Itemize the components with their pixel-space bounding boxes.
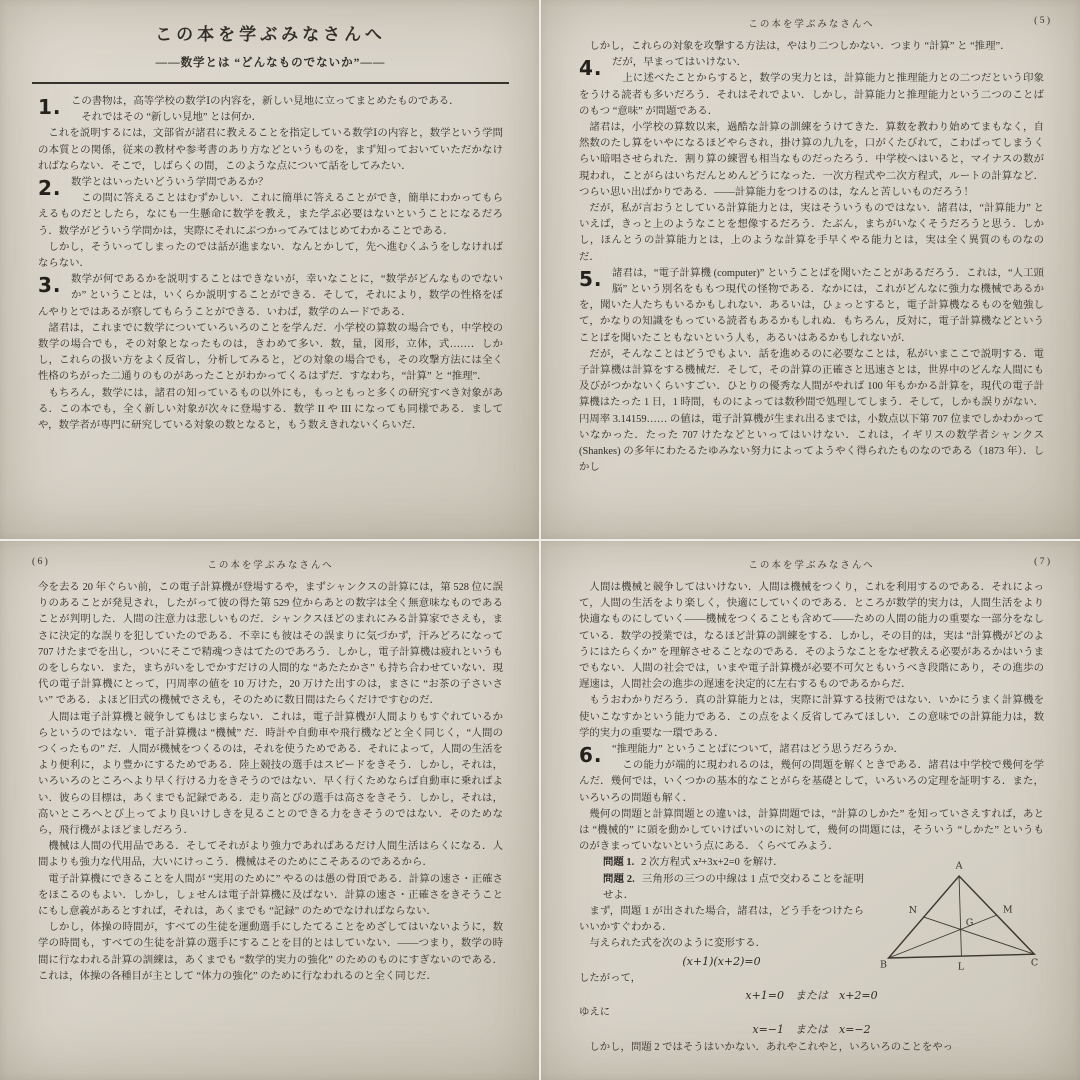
paragraph: 今を去る 20 年ぐらい前，この電子計算機が登場するや，まずシャンクスの計算には，第 528 位に誤りのあることが発見され，したがって彼の得た第 529 位からあとの数字は全く無意味なものであることが判明した．人間の注意力は悲しいものだ．シャンクスほどのまれにみる計算家でさえも，まさに決定的な誤りを犯していたのである．不幸にも彼はその誤まりに気づかず，汗みどろになって 707 けたまでを出し，ついにそこで精魂つきはてたのであろう．しかし，電子計算機は疲れというものをしらない．また，まちがいをしでかすだけの人間的な “あたたかさ” も持ち合わせていない．現代の電子計算機にとって，円周率の値を 10 万けた，20 万けた出すのは，まさに “お茶の子さいさい” である．よほど旧式の機械でさえも，そのために数日間はたらくだけですむのだ． bbox=[38, 582, 503, 707]
paragraph: しかし，問題 2 ではそうはいかない．あれやこれやと，いろいろのことをやっ bbox=[589, 1041, 954, 1053]
section bbox=[38, 175, 503, 240]
paragraph: 上に述べたことからすると，数学の実力とは，計算能力と推理能力との二つだという印象をうける読者も多いだろう．それはそれでよい．しかし，計算能力と推理能力という二つのことばのもつ “意味” が問題である． bbox=[579, 73, 1044, 117]
page-body bbox=[38, 94, 503, 434]
paragraph: それではその “新しい見地” とは何か． bbox=[81, 112, 263, 124]
equation: (x+1)(x+2)=0 bbox=[682, 954, 761, 968]
section-lead: 諸君は，“電子計算機 (computer)” ということばを聞いたことがあるだろう．これは，“人工頭脳” という別名をももつ現代の怪物である．なかには，これがどんなに強力な機械であるかを，聞いた人たちもいるかもしれない．あるいは，ひょっとすると，電子計算機なるものを勉強して，かなりの知識をもっている読者もあるかもしれぬ．もちろん，反対に，電子計算機などということばを聞いたこともないという人も，あるいはあるかもしれないが． bbox=[579, 267, 1044, 344]
median-BM bbox=[889, 916, 997, 959]
section-lead: この書物は，高等学校の数学Ⅰの内容を，新しい見地に立ってまとめたものである． bbox=[71, 96, 460, 107]
running-header bbox=[579, 557, 1050, 571]
running-header-title: この本を学ぶみなさんへ bbox=[748, 561, 875, 571]
vertex-label-A: A bbox=[955, 860, 963, 872]
page-inner bbox=[0, 0, 539, 539]
section bbox=[38, 272, 503, 321]
page-chapter-opening bbox=[0, 0, 539, 539]
section-number: 4. bbox=[579, 56, 603, 81]
vertex-label-C: C bbox=[1030, 958, 1039, 970]
paragraph: 機械は人間の代用品である．そしてそれがより強力であればあるだけ人間生活はらくになる．人間よりも強力な代用品，大いにけっこう．機械はそのためにこそあるのであるから． bbox=[38, 841, 503, 869]
vertex-label-B: B bbox=[879, 960, 887, 972]
vertex-label-M: M bbox=[1002, 904, 1013, 916]
page-inner bbox=[541, 0, 1080, 539]
running-header bbox=[32, 557, 503, 571]
median-AL bbox=[959, 877, 961, 957]
paragraph: 与えられた式を次のように変形する． bbox=[589, 938, 767, 950]
paragraph: したがって， bbox=[579, 972, 642, 984]
problem-label: 問題 2. bbox=[603, 873, 635, 885]
paragraph: もちろん，数学には，諸君の知っているもの以外にも，もっともっと多くの研究すべき対象がある．この本でも，全く新しい対象が次々に登場する．数学 II や III になっても同様である．ましてや，数学者が専門に研究している対象の数となると，もう数えきれないくらいだ． bbox=[38, 387, 503, 432]
paragraph: この能力が端的に現われるのは，幾何の問題を解くときである．諸君は中学校で幾何を学んだ．幾何では，いくつかの基本的なことがらを基礎として，いろいろの定理を証明する．また，いろいろの問題も解く． bbox=[579, 760, 1044, 804]
paragraph: これを説明するには，文部省が諸君に教えることを指定している数学Ⅰの内容と，数学という学問の本質との関係，従来の教材や参考書のあり方などというものを，まず知っておいていただかなければならない．そこで，しばらくの間，このような点について話をしてみたい． bbox=[38, 128, 503, 172]
triangle-medians-svg bbox=[876, 857, 1044, 979]
section-number: 2. bbox=[38, 176, 62, 201]
section-lead: 数学とはいったいどういう学問であるか？ bbox=[71, 177, 269, 189]
paragraph: 諸君は，小学校の算数以来，過酷な計算の訓練をうけてきた．算数を教わり始めてまもなく，自然数のたし算をいやになるほどやらされ，掛け算の九九を，口がくたびれて，こわばってしまうくらい暗唱させられた．割り算の練習も相当なものだったろう．中学校へはいると，マイナスの数が現われ，ことがらはいちだんとめんどうになった．一次方程式や二次方程式，ルートの計算など．つらい思い出ばかりである．——計算能力をつけるのは，なんと苦しいものだろう！ bbox=[579, 122, 1044, 198]
vertex-label-N: N bbox=[908, 905, 918, 917]
page-5 bbox=[541, 0, 1080, 539]
section-lead: だが，早まってはいけない． bbox=[612, 57, 748, 69]
paragraph: 人間は機械と競争してはいけない．人間は機械をつくり，これを利用するのである．それによって，人間の生活をより楽しく，快適にしていくのである．ところが数学的実力は，人間生活をより快適なものにしていく——機械をつくることも含めて——ための人間の能力の重要な一部分をなしている．数学の授業では，なるほど計算の訓練をする．しかし，その目的は，実は “計算機がどのようにはたらくか” を理解させることなのである．そのようなことをなぜ教える必要があるかはいうまでもない．人間の社会では，いまや電子計算機が必要不可欠ともいうべき段階にあり，その進歩の遅速は，人間社会の進歩の遅速を決定的に左右するものであるからだ． bbox=[579, 582, 1044, 691]
paragraph: 幾何の問題と計算問題との違いは，計算問題では，“計算のしかた” を知っていさえすれば，あとは “機械的” に頭を動かしていけばいいのに対して，幾何の問題には，そういう “しかた” というものがきまっていないという点にある．くらべてみよう． bbox=[579, 808, 1044, 853]
section-lead: 数学が何であるかを説明することはできないが，幸いなことに，“数学がどんなものでないか” ということは，いくらか説明することができる．そして，それにより，数学の性格をぼんやりとではあるが察してもらうことができる．いわば，数学のムードである． bbox=[38, 274, 503, 318]
page-number: ( 7 ) bbox=[1034, 557, 1050, 567]
running-header-title: この本を学ぶみなさんへ bbox=[207, 561, 334, 571]
paragraph: もうおわかりだろう．真の計算能力とは，実際に計算する技術ではない．いかにうまく計算機を使いこなすかという能力である．この点をよく反省してみてほしい．この意味での計算能力は，数学的実力の重要な一環である． bbox=[579, 695, 1044, 739]
section bbox=[579, 266, 1044, 347]
median-CN bbox=[924, 918, 1035, 955]
page-6 bbox=[0, 541, 539, 1080]
paragraph: だが，そんなことはどうでもよい．話を進めるのに必要なことは，私がいまここで説明する．電子計算機は計算をする機械だ．そして，その計算の正確さと迅速さとは，世界中のどんな人間にも及びがつかないくらいすごい．ひとりの優秀な人間がやれば 100 年もかかる計算を，現代の電子計算機はたった 1 日，1 時間，ものによっては数秒間で処理してしまう．そして，しかも誤りがない．円周率 3.14159…… の値は，電子計算機が生まれ出るまでは，小数点以下第 707 位までしかわかっていなかった．たった 707 けたなどといってはいけない．これは，イギリスの数学者シャンクス (Shankes) の多年にわたるたゆみない努力によってようやく得られたものなのである（1873 年）．しかし bbox=[579, 348, 1044, 474]
running-header-title: この本を学ぶみなさんへ bbox=[748, 20, 875, 30]
triangle-figure bbox=[876, 857, 1044, 979]
page-body bbox=[579, 39, 1044, 476]
page-number: ( 5 ) bbox=[1034, 16, 1050, 26]
page-number: ( 6 ) bbox=[32, 557, 48, 567]
vertex-label-L: L bbox=[957, 961, 965, 973]
page-body bbox=[38, 580, 503, 985]
page-7 bbox=[541, 541, 1080, 1080]
section-number: 3. bbox=[38, 273, 62, 298]
page-inner bbox=[0, 541, 539, 1080]
paragraph: だが，私が言おうとしている計算能力とは，実はそういうものではない．諸君は，“計算能力” といえば，きっと上のようなことを想像するだろう．たぶん，まちがいなくそうだろうと思う．しかし，ほんとうの計算能力とは，上のような計算を手早くやる能力とは，実は全く異質のものなのだ． bbox=[579, 203, 1044, 263]
paragraph: しかし，体操の時間が，すべての生徒を運動選手にしたてることをめざしてはいないように，数学の時間も，すべての生徒を計算の選手にすることを目的とはしていない．——つまり，数学の時間に行なわれる計算の訓練は，あくまでも “数学的実力の強化” のためのものにすぎないのである．これは，体操の各種目が主として “体力の強化” のために行なわれるのと全く同じだ． bbox=[38, 922, 503, 982]
section-lead: “推理能力” ということばについて，諸君はどう思うだろうか． bbox=[612, 744, 904, 756]
running-header bbox=[579, 16, 1050, 30]
equation: x=−1 または x=−2 bbox=[752, 1023, 871, 1037]
title-block bbox=[38, 20, 503, 84]
equation: x+1=0 または x+2=0 bbox=[745, 989, 878, 1003]
problem-label: 問題 1. bbox=[603, 857, 635, 869]
paragraph: まず，問題 1 が出された場合，諸君は，どう手をつけたらいいかすぐわかる． bbox=[579, 906, 864, 934]
problem: 問題 1. 2 次方程式 x²+3x+2=0 を解け． bbox=[603, 857, 784, 869]
problem: 問題 2. 三角形の三つの中線は 1 点で交わることを証明せよ． bbox=[603, 873, 865, 901]
paragraph: ゆえに bbox=[579, 1007, 611, 1019]
paragraph: 人間は電子計算機と競争してもはじまらない．これは，電子計算機が人間よりもすぐれているからというのではない．電子計算機は “機械” だ．時計や自動車や飛行機などと全く同じく，“人間のつくったもの” だ．人間が機械をつくるのは，それを使うためである．それによって，人間の生活をより便利に，より豊かにするためである．陸上競技の選手はスピードをきそう．しかし，それは，いろいろのところへより早く行ける力をきそうのではない．早く行くためならば自動車に乗ればよい．彼らの目標は，あくまでも記録である．走り高とびの選手は高さをきそう．しかし，それは，高いところへとび上ってより良いけしきを見ることのできる力をきそうのではない．そのためなら，飛行機がよほどましだろう． bbox=[38, 711, 503, 837]
section-number: 1. bbox=[38, 95, 62, 119]
section bbox=[579, 55, 1044, 120]
paragraph: しかし，これらの対象を攻撃する方法は，やはり二つしかない．つまり “計算” と “推理”． bbox=[589, 41, 1011, 52]
section-number: 6. bbox=[579, 743, 603, 768]
title-rule bbox=[32, 82, 509, 84]
paragraph: この問に答えることはむずかしい．これに簡単に答えることができ，簡単にわかってもらえるものだとしたら，なにも一生懸命に数学を教え，また学ぶ必要はないということになるだろう．数学がどういう学問かは，実際にそれにぶつかってみてはじめてわかることである． bbox=[38, 193, 503, 237]
paragraph: しかし，そういってしまったのでは話が進まない．なんとかして，先へ進むくふうをしなければならない． bbox=[38, 241, 503, 270]
chapter-title: この本を学ぶみなさんへ bbox=[155, 25, 386, 44]
page-body bbox=[579, 580, 1044, 1056]
vertex-label-G: G bbox=[965, 918, 974, 930]
paragraph: 電子計算機にできることを人間が “実用のために” やるのは愚の骨頂である．計算の速さ・正確さをほこるのもよい．しかし，しょせんは電子計算機に及ばない．計算の速さ・正確さをきそうことにもし意義があるとすれば，それは，あくまでも “記録” のためでなければならない． bbox=[38, 873, 503, 918]
chapter-subtitle: ——数学とは “どんなものでないか”—— bbox=[155, 57, 386, 69]
section bbox=[579, 742, 1044, 807]
paragraph: 諸君は，これまでに数学についていろいろのことを学んだ．小学校の算数の場合でも，中学校の数学の場合でも，その対象となったものは，きわめて多い．数，量，図形，立体，式……．しかし，これらの扱い方をよく反省し，分析してみると，どの対象の場合でも，その攻撃方法には全く性格のちがった二通りのものがあったことがわかってくるはずだ．すなわち，“計算” と “推理”． bbox=[38, 322, 503, 383]
section-number: 5. bbox=[579, 266, 603, 291]
page-inner bbox=[541, 541, 1080, 1080]
